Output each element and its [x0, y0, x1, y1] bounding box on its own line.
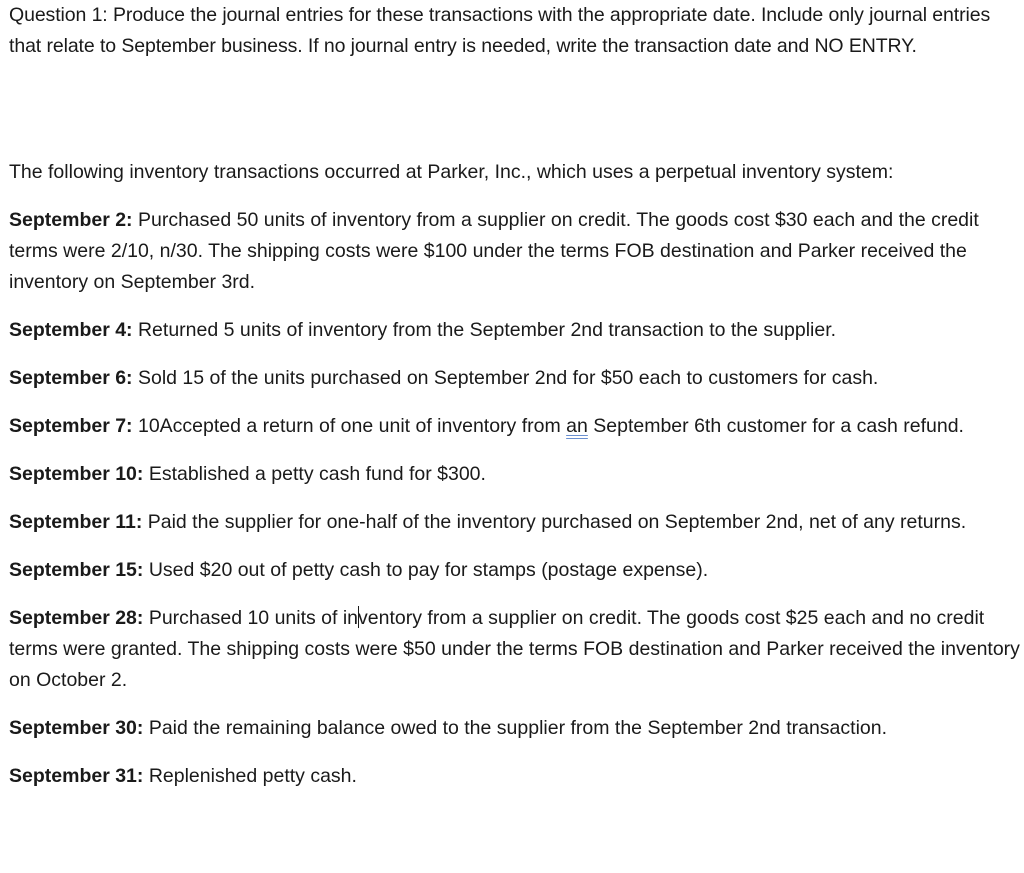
transaction-date: September 6: — [9, 367, 133, 389]
transaction-text-after: ventory from a supplier on credit. The goods cost $25 each and no credit terms were granted. The shipping costs were $50 under the terms FOB destination and Parker received the inventory on October 2. — [9, 607, 1020, 691]
transaction-text-after: September 6th customer for a cash refund. — [587, 415, 964, 437]
transaction-date: September 30: — [9, 717, 144, 739]
transaction-entry — [9, 555, 1021, 586]
transaction-text-before: 10Accepted a return of one unit of inventory from — [137, 415, 567, 437]
transaction-entry — [9, 363, 1021, 394]
document-page — [9, 0, 1020, 787]
transaction-date: September 2: — [9, 209, 133, 231]
transaction-text: Established a petty cash fund for $300. — [148, 463, 486, 485]
transaction-text: Paid the remaining balance owed to the supplier from the September 2nd transaction. — [148, 717, 888, 739]
transaction-list — [9, 205, 1021, 809]
transaction-text: Returned 5 units of inventory from the September 2nd transaction to the supplier. — [137, 319, 837, 341]
transaction-entry — [9, 761, 1021, 792]
transaction-text: Purchased 50 units of inventory from a supplier on credit. The goods cost $30 each and the credit terms were 2/10, n/30. The shipping costs were $100 under the terms FOB destination and Parker received the inventory on September 3rd. — [9, 209, 979, 293]
transaction-text: Replenished petty cash. — [148, 765, 357, 787]
transaction-entry — [9, 603, 1021, 696]
transaction-text-before: Purchased 10 units of in — [148, 607, 359, 629]
transaction-entry — [9, 459, 1021, 490]
intro-paragraph: The following inventory transactions occurred at Parker, Inc., which uses a perpetual inventory system: — [9, 161, 894, 183]
transaction-entry — [9, 713, 1021, 744]
transaction-date: September 7: — [9, 415, 133, 437]
transaction-date: September 4: — [9, 319, 133, 341]
transaction-date: September 15: — [9, 559, 144, 581]
transaction-entry — [9, 507, 1021, 538]
transaction-entry — [9, 315, 1021, 346]
transaction-date: September 10: — [9, 463, 144, 485]
question-heading: Question 1: Produce the journal entries for these transactions with the appropriate date. Include only journal entries that relate to September business. If no journal entry is needed, write the transaction date and NO ENTRY. — [9, 4, 991, 57]
transaction-date: September 28: — [9, 607, 144, 629]
transaction-entry — [9, 205, 1021, 298]
transaction-date: September 31: — [9, 765, 144, 787]
grammar-flagged-word[interactable]: an — [566, 415, 588, 437]
transaction-text: Sold 15 of the units purchased on September 2nd for $50 each to customers for cash. — [137, 367, 879, 389]
transaction-entry — [9, 411, 1021, 442]
transaction-date: September 11: — [9, 511, 143, 533]
transaction-text: Paid the supplier for one-half of the inventory purchased on September 2nd, net of any returns. — [147, 511, 967, 533]
transaction-text: Used $20 out of petty cash to pay for stamps (postage expense). — [148, 559, 709, 581]
